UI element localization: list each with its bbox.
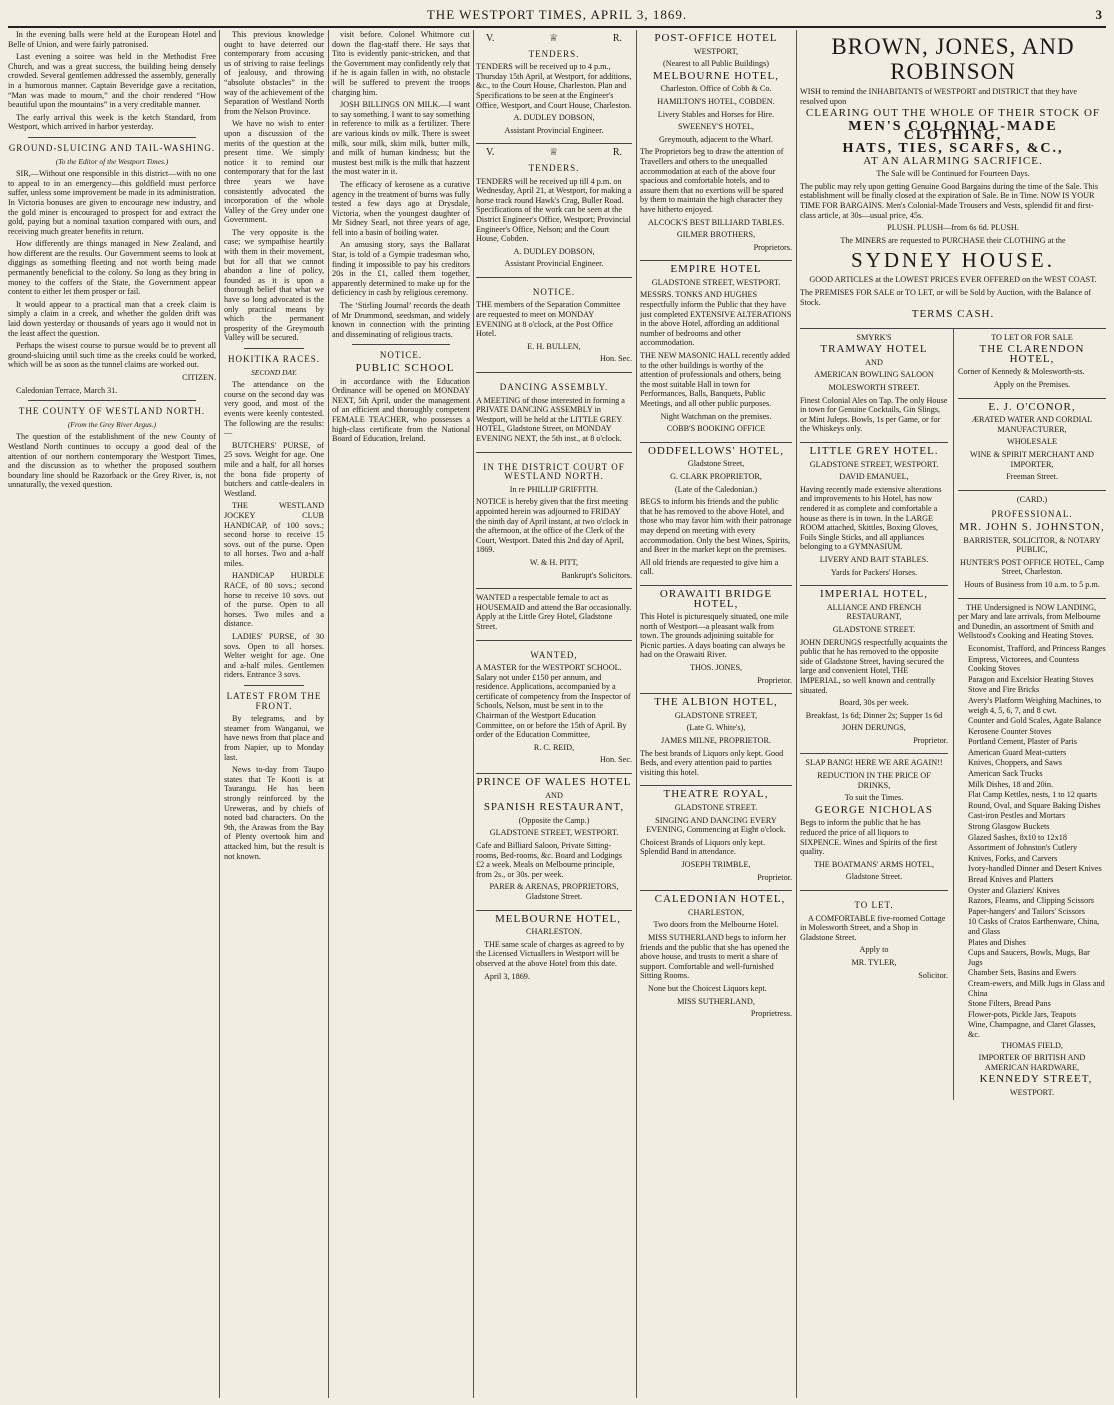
hardware-list-item: Knives, Choppers, and Saws: [968, 758, 1062, 768]
article-paragraph: It would appear to a practical man that a creek claim is simply a claim in a creek, and whether the golden drift was laid down yesterday or thousands of years ago it would not in the least affect the question.: [8, 299, 216, 338]
advert-proprietor: G. CLARK PROPRIETOR,: [670, 471, 762, 481]
hardware-list-item: Flat Camp Kettles, nests, 1 to 12 quarts: [968, 790, 1097, 800]
article-paragraph: How differently are things managed in New Zealand, and how different are the results. Our Government seems to look at diggings as something fleeting and not worth being made permanently beneficial to the colony. So long as they bring in money to the coffers of the State, the Government appear content to either let them prosper or fail.: [8, 239, 216, 297]
advert-role: Hon. Sec.: [599, 755, 632, 765]
advert-note: LIVERY AND BAIT STABLES.: [819, 554, 929, 564]
hardware-list-item: Razors, Fleams, and Clipping Scissors: [968, 896, 1094, 906]
advert-title: ORAWAITI BRIDGE HOTEL,: [659, 587, 773, 610]
advert-note: HUNTER'S POST OFFICE HOTEL, Camp Street, Charleston.: [960, 557, 1104, 577]
advert-date: April 3, 1869.: [484, 971, 530, 981]
advert-street: GLADSTONE STREET.: [832, 624, 916, 634]
advert-title: ODDFELLOWS' HOTEL,: [647, 444, 785, 457]
hardware-list-item: Flower-pots, Pickle Jars, Teapots: [968, 1009, 1077, 1019]
advert-title: LITTLE GREY HOTEL.: [809, 445, 939, 458]
news-paragraph: The ‘Stirling Journal’ records the death of Mr Drummond, seedsman, and widely known in connection with the printing and disseminating of religious tracts.: [332, 301, 470, 339]
advert-note: Hours of Business from 10 a.m. to 5 p.m.: [964, 579, 1100, 589]
hardware-list: [958, 644, 1106, 1040]
news-paragraph: The early arrival this week is the ketch Standard, from Westport, which arrived in harbor yesterday.: [8, 112, 216, 132]
advert-title: NOTICE.: [532, 286, 576, 297]
news-paragraph: We have no wish to enter upon a discussion of the merits of the question at the present time. We simply notice it to remind our contemporary that for the last three years we have consistently advocated the incorporation of the whole Valley of the Grey under one Government.: [224, 119, 324, 225]
column-6: [800, 30, 1106, 1398]
hardware-list-item: Paper-hangers' and Tailors' Scissors: [968, 906, 1085, 916]
advert-note: THE BOATMANS' ARMS HOTEL,: [813, 859, 935, 869]
race-result: THE WESTLAND JOCKEY CLUB HANDICAP, of 100 sovs.; second horse to receive 15 sovs. out of the purse. Open to all horses. Two and a-half miles.: [224, 501, 324, 568]
article-paragraph: The question of the establishment of the new County of Westland North continues to occupy a good deal of the attention of our northern contemporary the Westport Times, and the discussion as to whether the proposed southern boundary line should be Razorback or the Grey River, is, not unnaturally, the vexed question.: [8, 432, 216, 490]
hardware-list-item: Chamber Sets, Basins and Ewers: [968, 968, 1077, 978]
hardware-list-item: Stove and Fire Bricks: [968, 685, 1040, 695]
hardware-list-item: American Guard Meat-cutters: [968, 747, 1067, 757]
advert-body: BEGS to inform his friends and the public that he has removed to the above Hotel, and those who may favor him with their patronage may depend on meeting with every accommodation. Only the best Wines, Spirits, and Beer in the market kept on the premises.: [640, 497, 792, 555]
hardware-list-item: American Sack Trucks: [968, 769, 1043, 779]
article-title: GROUND-SLUICING AND TAIL-WASHING.: [8, 142, 216, 153]
article-paragraph: By telegrams, and by steamer from Wanganui, we have news from that place and from Napier, up to Monday last.: [224, 714, 324, 762]
advert-body: WISH to remind the INHABITANTS of WESTPORT and DISTRICT that they have resolved upon: [800, 87, 1077, 106]
advert-title: MELBOURNE HOTEL,: [495, 912, 621, 925]
advert-note: Apply to: [859, 945, 889, 955]
advert-signature: GILMER BROTHERS,: [676, 230, 756, 240]
hardware-list-item: Strong Glasgow Buckets: [968, 822, 1050, 832]
hardware-list-item: Cream-ewers, and Milk Jugs in Glass and China: [968, 978, 1105, 998]
page-number: 3: [1095, 7, 1102, 22]
advert-title: IN THE DISTRICT COURT OF WESTLAND NORTH.: [483, 461, 625, 482]
advert-subtitle: AMERICAN BOWLING SALOON: [814, 370, 934, 380]
advert-title: POST-OFFICE HOTEL: [654, 32, 778, 44]
advert-body: MESSRS. TONKS AND HUGHES respectfully inform the Public that they have just completed EXTENSIVE ALTERATIONS in the above Hotel, affording an additional number of bedrooms and other accommodation.: [640, 290, 792, 348]
advert-signature: A. DUDLEY DOBSON,: [513, 246, 595, 256]
advert-street: GLADSTONE STREET, WESTPORT.: [651, 277, 781, 287]
advert-body: Begs to inform the public that he has reduced the price of all liquors to SIXPENCE. Wines and Spirits of the first quality.: [800, 818, 938, 857]
letter-place: Caledonian Terrace, March 31.: [16, 385, 118, 395]
advert-court: [476, 453, 632, 590]
advert-street: GLADSTONE STREET,: [674, 710, 758, 720]
advert-subtitle: BARRISTER, SOLICITOR, & NOTARY PUBLIC,: [963, 535, 1101, 555]
advert-note: To suit the Times.: [844, 793, 904, 803]
school-title: PUBLIC SCHOOL: [355, 362, 455, 374]
advert-subtitle: REDUCTION IN THE PRICE OF DRINKS,: [817, 771, 931, 790]
advert-body: TENDERS will be received up to 4 p.m., Thursday 15th April, at Westport, for additions, &c., to the Court House, Charleston. Plan and Specifications to be seen at the Engineer's Office, Westport, and Court House, Charleston.: [476, 62, 632, 110]
advert-overline: TO LET OR FOR SALE: [991, 332, 1073, 342]
hardware-list-item: Cast-iron Pestles and Mortars: [968, 811, 1066, 821]
advert-clarendon: [958, 329, 1106, 399]
advert-signature: MISS SUTHERLAND,: [677, 996, 755, 1006]
advert-body: THE members of the Separation Committee are requested to meet on MONDAY EVENING at 8 o'clock, at the Post Office Hotel.: [476, 300, 621, 339]
advert-signature: W. & H. PITT,: [529, 557, 579, 567]
advert-signature: THOMAS FIELD,: [1001, 1040, 1063, 1050]
advert-subheadline: HATS, TIES, SCARFS, &C.,: [842, 140, 1064, 156]
advert-subtitle: SPANISH RESTAURANT,: [483, 801, 625, 814]
advert-melbourne-charleston: [476, 911, 632, 982]
advert-note: ALCOCK'S BEST BILLIARD TABLES.: [647, 217, 785, 227]
right-adverts: [958, 329, 1106, 1101]
advert-body: Cafe and Billiard Saloon, Private Sitting-rooms, Bed-rooms, &c. Board and Lodgings £2 a week. Meals on Melbourne principle, from 2s., or 30s. per week.: [476, 841, 622, 879]
hardware-list-item: Wine, Champagne, and Claret Glasses, &c.: [968, 1020, 1096, 1039]
advert-title: EMPIRE HOTEL: [670, 263, 762, 276]
advert-and: AND: [545, 790, 563, 800]
advert-role: Proprietors.: [753, 242, 792, 252]
advert-note: Greymouth, adjacent to the Wharf.: [659, 134, 773, 144]
advert-and: AND: [865, 357, 883, 367]
advert-headline: SYDNEY HOUSE.: [851, 248, 1055, 273]
advert-proprietor: JAMES MILNE, PROPRIETOR.: [661, 736, 771, 746]
column-4: [476, 30, 632, 1398]
advert-body: All old friends are requested to give him a call.: [640, 557, 779, 577]
advert-note: (Opposite the Camp.): [518, 815, 590, 825]
advert-body: The PREMISES FOR SALE or TO LET, or will be Sold by Auction, with the Balance of Stock.: [800, 287, 1092, 307]
advert-body: A MASTER for the WESTPORT SCHOOL. Salary not under £150 per annum, and residence. Applications, accompanied by a certificate of competency from the Inspector of Schools, Nelson, must be sent in to the Chairman of the Westport Education Committee, on or before the 15th of April. By order of the Education Committee,: [476, 663, 631, 740]
race-result: HANDICAP HURDLE RACE, of 80 sovs.; second horse to receive 10 sovs. out of the purse. Open to all horses. Two miles and a distance.: [224, 571, 324, 629]
article-subtitle: SECOND DAY.: [251, 367, 297, 377]
article-subtitle: (From the Grey River Argus.): [67, 419, 157, 429]
article-title: LATEST FROM THE FRONT.: [226, 691, 322, 711]
advert-wanted-housemaid: [476, 589, 632, 640]
news-paragraph: JOSH BILLINGS ON MILK.—I want to say something. I want to say something in reference to milk as a fertilizer. There are various kinds ov milk. There is sweet milk, sour milk, skim milk, butter milk, and milk of human kindness; but the mustest best milk is the milk that hazzent the most water in it.: [332, 100, 470, 177]
advert-role: Proprietor.: [757, 872, 792, 882]
advert-subtitle: WINE & SPIRIT MERCHANT AND IMPORTER,: [970, 450, 1094, 469]
advert-role: Solicitor.: [918, 970, 948, 980]
advert-street: Gladstone Street,: [687, 459, 745, 469]
advert-hotels: [640, 30, 792, 261]
advert-brown-jones-robinson: [800, 30, 1106, 329]
advert-section: PROFESSIONAL.: [991, 509, 1073, 520]
advert-place: CHARLESTON,: [687, 907, 745, 917]
advert-signature: E. H. BULLEN,: [527, 341, 581, 351]
advert-signature: PARER & ARENAS, PROPRIETORS, Gladstone Street.: [489, 882, 619, 901]
column-rule: [328, 30, 329, 1398]
advert-signature: A. DUDLEY DOBSON,: [513, 113, 595, 123]
advert-role: Proprietor.: [913, 735, 948, 745]
advert-proprietor: DAVID EMANUEL,: [839, 472, 909, 482]
advert-body: The best brands of Liquors only kept. Good Beds, and every attention paid to parties visiting this hotel.: [640, 748, 784, 777]
hardware-list-item: Assortment of Johnston's Cutlery: [968, 843, 1078, 853]
advert-note: Yards for Packers' Horses.: [830, 567, 918, 577]
advert-wanted-master: [476, 641, 632, 775]
advert-role: IMPORTER OF BRITISH AND AMERICAN HARDWARE,: [978, 1053, 1086, 1072]
advert-note: Two doors from the Melbourne Hotel.: [653, 920, 779, 930]
hardware-list-item: Avery's Platform Weighing Machines, to weigh 4, 5, 6, 7, and 8 cwt.: [968, 695, 1102, 715]
advert-note: WHOLESALE: [1006, 437, 1058, 447]
advert-body: The Proprietors beg to draw the attention of Travellers and others to the unequalled accommodation at each of the above four spacious and comfortable hotels, and to assure them that no exertions will be spared by them to maintain the high character they have hitherto enjoyed.: [640, 147, 784, 214]
hardware-list-item: Glazed Sashes, 8x10 to 12x18: [968, 832, 1067, 842]
advert-note: Night Watchman on the premises.: [660, 411, 772, 421]
advert-title: DANCING ASSEMBLY.: [499, 382, 609, 393]
advert-body: MISS SUTHERLAND begs to inform her friends and the public that she has opened the above house, and trusts to merit a share of support. Comfortable and well-furnished Sitting Rooms.: [640, 932, 790, 981]
advert-title: THEATRE ROYAL,: [663, 788, 769, 801]
hardware-list-item: Cups and Saucers, Bowls, Mugs, Bar Jugs: [968, 948, 1090, 967]
hardware-list-item: Paragon and Excelsior Heating Stoves: [968, 674, 1094, 684]
column-1: [8, 30, 216, 1398]
advert-dancing: [476, 373, 632, 453]
advert-note: GOOD ARTICLES at the LOWEST PRICES EVER OFFERED on the WEST COAST.: [809, 275, 1097, 285]
news-paragraph: The efficacy of kerosene as a curative agency in the treatment of burns was fully tested a few days ago at Drysdale, Victoria, when the youngest daughter of Mr Sidney Searl, not three years of age, fell into a basin of boiling water.: [332, 179, 470, 237]
advert-street: Freeman Street.: [1006, 472, 1058, 482]
masthead-title: THE WESTPORT TIMES, APRIL 3, 1869.: [426, 7, 688, 22]
advert-tenders-2: [476, 144, 632, 278]
hardware-list-item: Milk Dishes, 18 and 20in.: [968, 779, 1054, 789]
news-paragraph: visit before. Colonel Whitmore cut down the flag-staff there. He says that Tito is evidently panic-stricken, and that the Government may confidently rely that if he is again fallen in with, no obstacle will be suffered to prevent the troops charging him.: [332, 30, 470, 97]
advert-role: Assistant Provincial Engineer.: [504, 259, 604, 269]
advert-field-hardware: [958, 599, 1106, 1098]
advert-note: Board, 30s per week.: [839, 698, 909, 708]
hardware-list-item: Empress, Victorees, and Countess Cooking Stoves: [968, 654, 1080, 674]
hardware-list-item: Kerosene Counter Stoves: [968, 726, 1052, 736]
advert-note: The MINERS are requested to PURCHASE their CLOTHING at the: [840, 235, 1066, 245]
advert-signature: JOHN DERUNGS,: [842, 723, 906, 733]
royal-seal-icon: V. ♕ R.: [486, 147, 622, 159]
advert-johnston: [958, 491, 1106, 599]
column-rule: [796, 30, 797, 1398]
advert-street: KENNEDY STREET,: [979, 1073, 1093, 1086]
hardware-list-item: Portland Cement, Plaster of Paris: [968, 737, 1077, 747]
advert-body: TENDERS will be received up till 4 p.m. on Wednesday, April 21, at Westport, for making a horse track round Hawk's Crag, Buller Road. Specifications of the work can be seen at the District Engineer's Office, Westport; Provincial Engineer's Office, Nelson; and the Court House, Cobden.: [476, 176, 632, 244]
letter-signature: CITIZEN.: [182, 373, 216, 382]
advert-role: Assistant Provincial Engineer.: [504, 125, 604, 135]
article-title: HOKITIKA RACES.: [227, 354, 320, 364]
left-adverts: [800, 329, 948, 1101]
advert-albion: [640, 694, 792, 786]
advert-oddfellows: [640, 443, 792, 586]
advert-body: A MEETING of those interested in forming a PRIVATE DANCING ASSEMBLY in Westport, will be held at the LITTLE GREY HOTEL, Gladstone Street, on MONDAY EVENING NEXT, the 5th inst., at 8 o'clock.: [476, 395, 625, 443]
hardware-list-item: Bread Knives and Platters: [968, 875, 1054, 884]
advert-title: MR. JOHN S. JOHNSTON,: [959, 521, 1105, 533]
advert-note: Breakfast, 1s 6d; Dinner 2s; Supper 1s 6d: [805, 710, 943, 720]
column-rule: [473, 30, 474, 1398]
advert-subheadline: AT AN ALARMING SACRIFICE.: [863, 154, 1043, 167]
advert-street: GLADSTONE STREET.: [674, 803, 758, 812]
advert-body: A COMFORTABLE five-roomed Cottage in Molesworth Street, and a Shop in Gladstone Street.: [800, 913, 946, 942]
advert-little-grey: [800, 443, 948, 586]
advert-body: SINGING AND DANCING EVERY EVENING, Commencing at Eight o'clock.: [646, 815, 786, 835]
hardware-list-item: Round, Oval, and Square Baking Dishes: [968, 800, 1101, 810]
article-paragraph: News to-day from Taupo states that Te Kooti is at Taurangu. He has been strongly reinforced by the Ureweras, and by chiefs of noted bad characters. On the 9th, the Arawas from the Bay of Plenty overtook him and attacked him, but the result is not known.: [224, 765, 324, 861]
advert-orawaiti: [640, 586, 792, 694]
column-rule: [636, 30, 637, 1398]
advert-title: TENDERS.: [528, 48, 580, 59]
advert-title: GEORGE NICHOLAS: [815, 803, 933, 816]
hardware-list-item: Ivory-handled Dinner and Desert Knives: [968, 864, 1102, 874]
advert-note: Charleston. Office of Cobb & Co.: [660, 84, 772, 94]
hardware-list-item: 10 Casks of Cratos Earthenware, China, and Glass: [968, 917, 1100, 936]
advert-terms: TERMS CASH.: [911, 308, 995, 321]
advert-title: THE CLARENDON HOTEL,: [979, 343, 1085, 365]
advert-caledonian: [640, 891, 792, 1019]
hardware-list-item: Oyster and Glaziers' Knives: [968, 885, 1060, 895]
hardware-list-item: Counter and Gold Scales, Agate Balance: [968, 716, 1102, 726]
advert-title: SLAP BANG! HERE WE ARE AGAIN!!: [805, 758, 943, 768]
advert-role: Bankrupt's Solicitors.: [561, 570, 632, 580]
advert-theatre-royal: [640, 786, 792, 891]
news-paragraph: In the evening balls were held at the European Hotel and Belle of Union, and were fairly patronised.: [8, 30, 216, 49]
advert-role: Proprietress.: [750, 1009, 792, 1019]
two-column-adverts: [800, 329, 1106, 1101]
advert-body: Choicest Brands of Liquors only kept. Splendid Band in attendance.: [640, 837, 766, 857]
advert-slap-bang: [800, 754, 948, 891]
advert-note: PLUSH. PLUSH—from 6s 6d. PLUSH.: [887, 223, 1019, 233]
advert-place: CHARLESTON.: [525, 927, 583, 937]
advert-street: GLADSTONE STREET, WESTPORT.: [489, 828, 619, 838]
masthead: [8, 4, 1106, 28]
hardware-list-item: Plates and Dishes: [968, 937, 1026, 947]
advert-note: (Late G. White's),: [686, 723, 746, 733]
advert-signature: JOSEPH TRIMBLE,: [681, 859, 751, 869]
news-paragraph: This previous knowledge ought to have deterred our contemporary from accusing us of striving to raise feelings of jealousy, and throwing “absolute obstacles” in the way of the achievement of the Separation of Westland North from the Nelson Province.: [224, 30, 324, 116]
article-paragraph: Perhaps the wisest course to pursue would be to prevent all ground-sluicing until such time as the creeks could be worked, which will be as soon as the tunnel claims are worked out.: [8, 341, 216, 370]
hardware-list-item: Knives, Forks, and Carvers: [968, 853, 1058, 863]
advert-oconor: [958, 399, 1106, 491]
advert-body: The public may rely upon getting Genuine Good Bargains during the time of the Sale. This establishment will be finally closed at the expiration of Sale. Be in Time. NOW IS YOUR TIME FOR BARGAINS. Men's Colonial-Made Trousers and Vests, splendid fit and first-class article, at 30s—usual price, 45s.: [800, 181, 1099, 220]
advert-street: MOLESWORTH STREET.: [828, 383, 920, 393]
advert-title: MELBOURNE HOTEL,: [653, 69, 779, 82]
advert-title: TENDERS.: [528, 162, 580, 173]
advert-title: IMPERIAL HOTEL,: [819, 588, 929, 601]
advert-note: Apply on the Premises.: [993, 380, 1071, 390]
advert-tramway: [800, 329, 948, 443]
advert-note: (Nearest to all Public Buildings): [663, 59, 769, 69]
advert-body: NOTICE is hereby given that the first meeting appointed herein was adjourned to FRIDAY the ninth day of April instant, at two o'clock in the afternoon, at the office of the Clerk of the Court, Westport. Dated this 2nd day of April, 1869.: [476, 497, 629, 555]
column-rule: [219, 30, 220, 1398]
advert-title: SWEENEY'S HOTEL,: [677, 122, 755, 132]
advert-street: GLADSTONE STREET, WESTPORT.: [809, 459, 939, 469]
advert-headline: BROWN, JONES, AND ROBINSON: [831, 34, 1075, 84]
advert-body: Having recently made extensive alterations and improvements to his Hotel, has now rendered it as complete and comfortable a house as there is in town. In the LARGE ROOM attached, Skittles, Boxing Gloves, Foils Single Sticks, and all appliances belonging to a GYMNASIUM.: [800, 484, 942, 552]
advert-note: COBB'S BOOKING OFFICE: [666, 424, 766, 434]
advert-title: PRINCE OF WALES HOTEL: [476, 776, 632, 789]
advert-street: Gladstone Street.: [845, 872, 903, 882]
advert-note: Livery Stables and Horses for Hire.: [657, 109, 775, 119]
hardware-list-item: Economist, Trafford, and Princess Ranges: [968, 643, 1106, 653]
school-notice: in accordance with the Education Ordinance will be opened on MONDAY NEXT, 5th April, under the management of an efficient and thoroughly competent FEMALE TEACHER, who possesses a high-class certificate from the National Board of Education, Ireland.: [332, 376, 470, 444]
advert-tenders-1: [476, 30, 632, 144]
advert-place: WESTPORT.: [1009, 1087, 1055, 1097]
advert-title: THE ALBION HOTEL,: [654, 696, 778, 709]
advert-title: TRAMWAY HOTEL: [820, 343, 928, 356]
advert-subheadline: MEN'S COLONIAL-MADE CLOTHING,: [848, 118, 1058, 144]
advert-body: THE Undersigned is NOW LANDING, per Mary and late arrivals, from Melbourne and Dunedin, an assortment of Smith and Wellstood's Cooking and Heating Stoves.: [958, 602, 1101, 641]
article-title: THE COUNTY OF WESTLAND NORTH.: [18, 406, 206, 417]
advert-signature: THOS. JONES,: [689, 663, 743, 673]
advert-overline: SMYRK'S: [856, 332, 892, 342]
advert-title: CALEDONIAN HOTEL,: [654, 893, 786, 906]
advert-title: E. J. O'CONOR,: [988, 400, 1076, 413]
advert-subtitle: ALLIANCE AND FRENCH RESTAURANT,: [826, 602, 922, 622]
column-2: [224, 30, 324, 1398]
advert-note: The Sale will be Continued for Fourteen Days.: [876, 169, 1030, 179]
article-subtitle: (To the Editor of the Westport Times.): [55, 156, 169, 166]
advert-title: HAMILTON'S HOTEL, COBDEN.: [657, 96, 775, 106]
advert-body: Finest Colonial Ales on Tap. The only House in town for Genuine Cocktails, Gin Slings, or Mint Juleps. Bowls, 1s per Game, or for the Whiskeys only.: [800, 395, 948, 434]
column-3: [332, 30, 470, 1398]
news-paragraph: Last evening a soiree was held in the Methodist Free Church, and was a great success, the building being densely crowded. Several gentlemen addressed the assembly, generally in a humorous manner. Captain Beveridge gave a recitation, “Man was made to mourn,” and the choir rendered “How beautiful upon the mountains” in a very creditable manner.: [8, 52, 216, 110]
news-paragraph: The very opposite is the case; we sympathise heartily with them in their movement, but for all that we cannot abandon a line of policy, founded as it is upon a thorough belief that what we have so long advocated is the only practical means by which the permanent prosperity of the Greymouth Valley will be secured.: [224, 227, 324, 343]
advert-body: None but the Choicest Liquors kept.: [648, 983, 767, 993]
column-5: [640, 30, 792, 1398]
column-rule: [953, 329, 954, 1101]
advert-empire: [640, 261, 792, 443]
advert-to-let: [800, 891, 948, 980]
advert-imperial: [800, 586, 948, 754]
advert-role: Hon. Sec.: [599, 354, 632, 364]
advert-body: WANTED a respectable female to act as HOUSEMAID and attend the Bar occasionally. Apply at the Little Grey Hotel, Gladstone Street.: [476, 593, 632, 631]
article-paragraph: SIR,—Without one responsible in this district—with no one to appeal to in an emergency—this goldfield must perforce suffer, unless some improvement be made in its administration. In Victoria bonuses are given to encourage new industry, and the gold miner is encouraged to prospect for and extract the gold, paying but a nominal taxation compared with ours, and receiving much greater benefits in return.: [8, 169, 216, 236]
advert-prince-of-wales: [476, 774, 632, 911]
advert-title: TO LET.: [854, 900, 894, 910]
race-result: BUTCHERS' PURSE, of 25 sovs. Weight for age. One mile and a half, for all horses the bona fide property of butchers and cattle-dealers in Westland.: [224, 440, 324, 498]
advert-place: WESTPORT,: [693, 46, 739, 56]
advert-subtitle: In re PHILLIP GRIFFITH.: [509, 484, 599, 494]
advert-body: THE same scale of charges as agreed to by the Licensed Victuallers in Westport will be observed at the above Hotel from this date.: [476, 939, 625, 968]
hardware-list-item: Stone Filters, Bread Pans: [968, 999, 1051, 1009]
advert-body: THE NEW MASONIC HALL recently added to the other buildings is worthy of the attention of professionals and others, being the most suitable Hall in town for Performances, Balls, Banquets, Public Meetings, and all other public purposes.: [640, 351, 790, 408]
race-result: LADIES' PURSE, of 30 sovs. Open to all horses. Welter weight for age. One and a-half miles. Gentlemen riders. Entrance 3 sovs.: [224, 632, 324, 680]
advert-subheadline: CLEARING OUT THE WHOLE OF THEIR STOCK OF: [805, 107, 1101, 120]
royal-seal-icon: V. ♕ R.: [486, 33, 622, 44]
news-paragraph: An amusing story, says the Ballarat Star, is told of a Gympie tradesman who, finding it impossible to pay his creditors 20s in the £1, called them together, apparently determined to make up for the deficiency in cash by religious ceremony.: [332, 240, 470, 298]
advert-signature: MR. TYLER,: [851, 957, 897, 967]
advert-body: This Hotel is picturesquely situated, one mile north of Westport—a pleasant walk from town. The grounds adjoining suitable for Picnic parties. A days boating can always be had on the Orawaiti River.: [640, 612, 789, 660]
advert-note: (Late of the Caledonian.): [674, 484, 758, 494]
race-result: The attendance on the course on the second day was very good, and most of the events were keenly contested. The following are the results:—: [224, 380, 324, 438]
advert-subtitle: ÆRATED WATER AND CORDIAL MANUFACTURER,: [971, 415, 1093, 434]
advert-notice: [476, 278, 632, 373]
advert-signature: R. C. REID,: [533, 742, 575, 752]
advert-overline: (CARD.): [1016, 494, 1048, 504]
advert-body: Corner of Kennedy & Molesworth-sts.: [958, 367, 1085, 377]
notice-title: NOTICE.: [379, 350, 423, 361]
advert-role: Proprietor.: [757, 675, 792, 685]
advert-title: WANTED,: [530, 649, 578, 660]
advert-body: JOHN DERUNGS respectfully acquaints the public that he has removed to the opposite side of Gladstone Street, having secured the large and convenient Hotel, THE IMPERIAL, so well known and centrally situated.: [800, 637, 948, 695]
